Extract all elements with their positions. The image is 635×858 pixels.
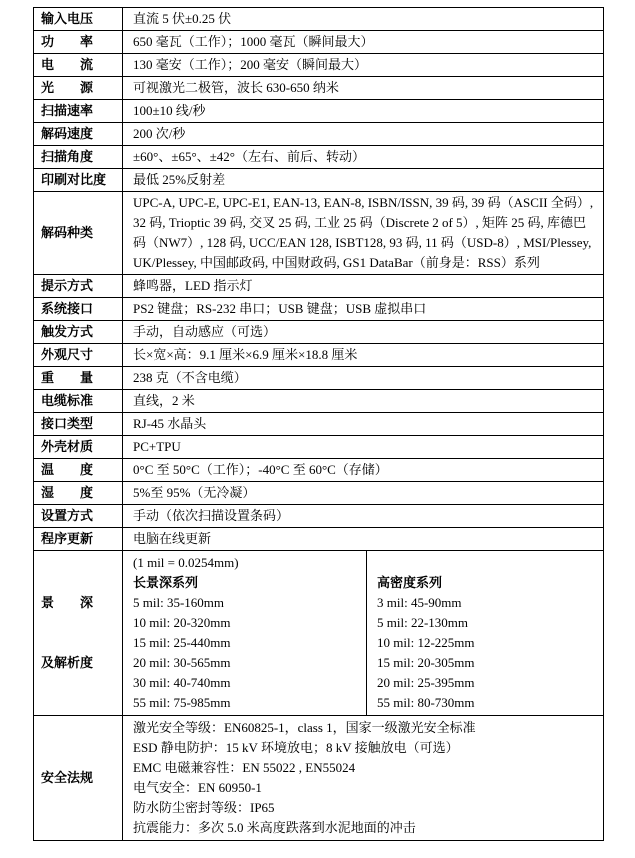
spec-value-cell: PS2 键盘；RS-232 串口；USB 键盘；USB 虚拟串口 (123, 298, 604, 321)
spec-value-cell: 5%至 95%（无冷凝） (123, 482, 604, 505)
spec-label-cell: 重 量 (34, 367, 123, 390)
spec-label-line: 景 深 (41, 595, 94, 610)
depth-range-item: 10 mil: 20-320mm (133, 615, 231, 630)
spec-label-cell: 光 源 (34, 77, 123, 100)
spec-label-cell: 扫描角度 (34, 146, 123, 169)
safety-lines (133, 718, 595, 838)
depth-range-item: 20 mil: 30-565mm (133, 655, 231, 670)
spec-label-cell: 程序更新 (34, 528, 123, 551)
spec-value-cell: 0°C 至 50°C（工作）；-40°C 至 60°C（存储） (123, 459, 604, 482)
spec-value-cell: PC+TPU (123, 436, 604, 459)
safety-regulation-line: ESD 静电防护：15 kV 环境放电；8 kV 接触放电（可选） (133, 740, 459, 755)
spec-label-cell: 输入电压 (34, 8, 123, 31)
spec-value-cell: 130 毫安（工作）；200 毫安（瞬间最大） (123, 54, 604, 77)
spec-label-cell: 功 率 (34, 31, 123, 54)
table-row (34, 482, 604, 505)
spec-rows (34, 8, 604, 551)
spec-label-cell: 扫描速率 (34, 100, 123, 123)
spec-value-cell: 650 毫瓦（工作）；1000 毫瓦（瞬间最大） (123, 31, 604, 54)
table-row (34, 8, 604, 31)
spec-value-cell: 直流 5 伏±0.25 伏 (123, 8, 604, 31)
spec-label-cell: 接口类型 (34, 413, 123, 436)
spec-table (33, 7, 604, 841)
spec-label-cell: 系统接口 (34, 298, 123, 321)
depth-columns (123, 551, 603, 715)
spec-label-cell: 安全法规 (34, 716, 123, 841)
table-row (34, 528, 604, 551)
spec-value-cell: 最低 25%反射差 (123, 169, 604, 192)
depth-range-item: 10 mil: 12-225mm (377, 635, 475, 650)
spec-value-cell: 238 克（不含电缆） (123, 367, 604, 390)
safety-regulation-line: 抗震能力：多次 5.0 米高度跌落到水泥地面的冲击 (133, 820, 416, 835)
table-row (34, 367, 604, 390)
table-row (34, 436, 604, 459)
table-row (34, 413, 604, 436)
spec-label-cell: 外壳材质 (34, 436, 123, 459)
table-row (34, 31, 604, 54)
spec-label-cell: 电缆标准 (34, 390, 123, 413)
high-density-series-items (377, 593, 597, 713)
safety-regulation-line: 激光安全等级：EN60825-1，class 1，国家一级激光安全标准 (133, 720, 476, 735)
depth-resolution-row (34, 551, 604, 716)
table-row (34, 123, 604, 146)
depth-range-item: 3 mil: 45-90mm (377, 595, 462, 610)
table-row (34, 192, 604, 275)
high-density-series-title: 高密度系列 (377, 575, 443, 590)
depth-range-item: 20 mil: 25-395mm (377, 675, 475, 690)
safety-regulation-line: 防水防尘密封等级：IP65 (133, 800, 275, 815)
spec-label-cell: 解码速度 (34, 123, 123, 146)
spec-value-cell: 电脑在线更新 (123, 528, 604, 551)
table-row (34, 169, 604, 192)
spec-special-rows (34, 551, 604, 841)
spec-label-cell: 解码种类 (34, 192, 123, 275)
spec-label-cell: 触发方式 (34, 321, 123, 344)
spec-label-cell: 提示方式 (34, 275, 123, 298)
spec-value-cell: ±60°、±65°、±42°（左右、前后、转动） (123, 146, 604, 169)
spec-value-cell: 可视激光二极管，波长 630-650 纳米 (123, 77, 604, 100)
table-row (34, 505, 604, 528)
spec-value-cell: 直线，2 米 (123, 390, 604, 413)
spec-label-cell (34, 551, 123, 716)
depth-range-item: 30 mil: 40-740mm (133, 675, 231, 690)
table-row (34, 459, 604, 482)
long-depth-series-title: 长景深系列 (133, 575, 199, 590)
spec-value-cell: 200 次/秒 (123, 123, 604, 146)
spec-value-cell: 100±10 线/秒 (123, 100, 604, 123)
spec-value-cell (123, 551, 604, 716)
table-row (34, 344, 604, 367)
table-row (34, 77, 604, 100)
spec-label-cell: 印刷对比度 (34, 169, 123, 192)
long-depth-series-items (133, 593, 360, 713)
table-row (34, 298, 604, 321)
spec-label-cell: 设置方式 (34, 505, 123, 528)
spec-value-cell: 手动，自动感应（可选） (123, 321, 604, 344)
spec-label-cell: 温 度 (34, 459, 123, 482)
spec-label-line: 及解析度 (41, 655, 94, 670)
spec-label-cell: 外观尺寸 (34, 344, 123, 367)
table-row (34, 275, 604, 298)
spec-value-cell: 手动（依次扫描设置条码） (123, 505, 604, 528)
depth-range-item: 15 mil: 25-440mm (133, 635, 231, 650)
spec-label-cell: 湿 度 (34, 482, 123, 505)
table-row (34, 146, 604, 169)
spec-value-cell: 蜂鸣器，LED 指示灯 (123, 275, 604, 298)
depth-range-item: 5 mil: 35-160mm (133, 595, 224, 610)
depth-range-item: 5 mil: 22-130mm (377, 615, 468, 630)
depth-range-item: 55 mil: 75-985mm (133, 695, 231, 710)
spec-label-cell: 电 流 (34, 54, 123, 77)
spacer-line (377, 553, 597, 573)
safety-regulation-line: EMC 电磁兼容性：EN 55022 , EN55024 (133, 760, 356, 775)
depth-range-item: 15 mil: 20-305mm (377, 655, 475, 670)
high-density-column (366, 551, 603, 715)
table-row (34, 321, 604, 344)
safety-regulations-row (34, 716, 604, 841)
depth-range-item: 55 mil: 80-730mm (377, 695, 475, 710)
long-depth-column (123, 551, 366, 715)
safety-regulation-line: 电气安全：EN 60950-1 (133, 780, 262, 795)
spec-value-cell: UPC-A, UPC-E, UPC-E1, EAN-13, EAN-8, ISBN/ISSN, 39 码, 39 码（ASCII 全码）, 32 码, Trioptic 39 码, 交叉 25 码, 工业 25 码（Discrete 2 of 5）, 矩阵 25 码, 库德巴码（NW7）, 128 码, UCC/EAN 128, ISBT128, 93 码, 11 码（USD-8）, MSI/Plessey, UK/Plessey, 中国邮政码, 中国财政码, GS1 DataBar（前身是：RSS）系列 (123, 192, 604, 275)
spec-value-cell: RJ-45 水晶头 (123, 413, 604, 436)
mil-conversion-note: (1 mil = 0.0254mm) (133, 555, 239, 570)
table-row (34, 100, 604, 123)
table-row (34, 54, 604, 77)
table-row (34, 390, 604, 413)
spec-value-cell: 长×宽×高：9.1 厘米×6.9 厘米×18.8 厘米 (123, 344, 604, 367)
spec-value-cell (123, 716, 604, 841)
